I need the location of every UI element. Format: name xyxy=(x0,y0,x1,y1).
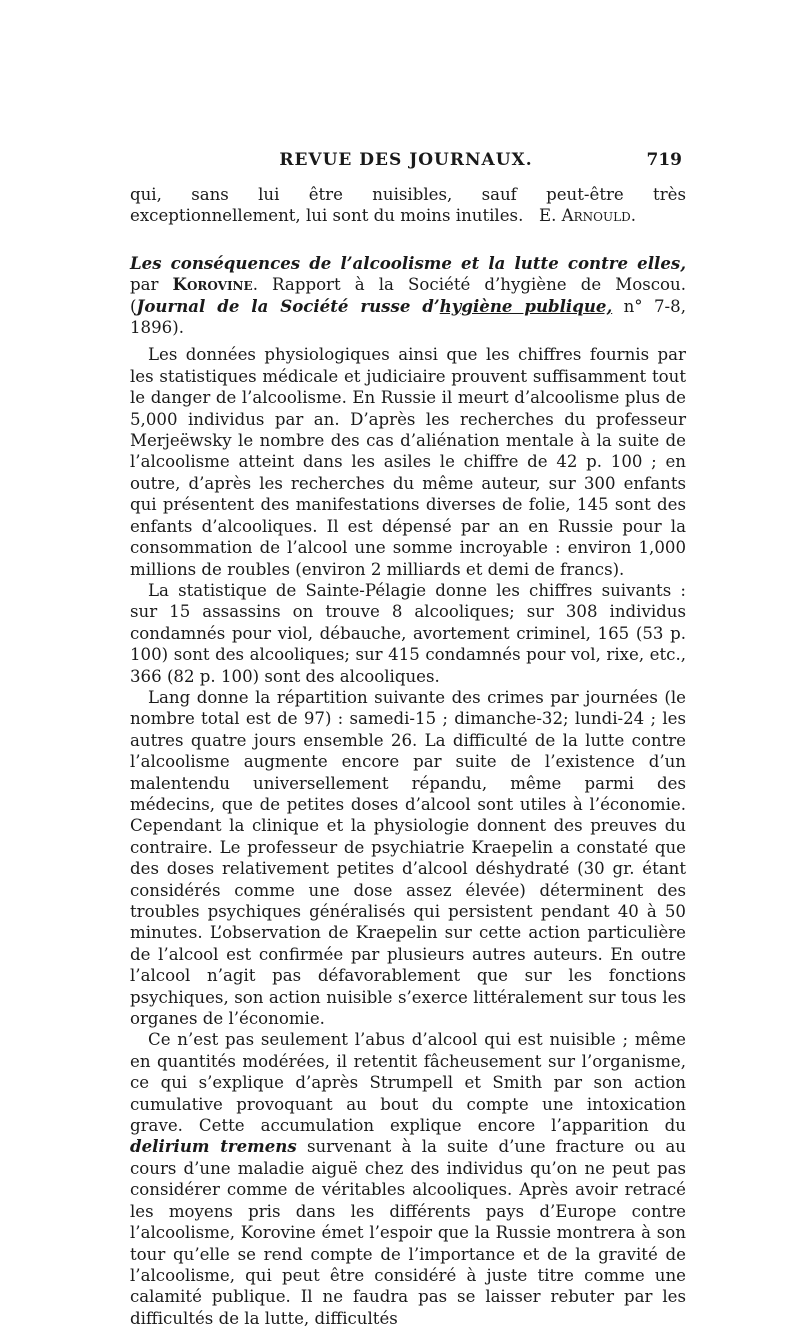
journal-issue: n° 7-8, 1896). xyxy=(130,296,686,338)
body-paragraph-4 xyxy=(130,1029,686,1329)
paragraph-4-text-b: survenant à la suite d’une fracture ou au cours d’une maladie aiguë chez des individus qu’on ne peut pas considérer comme de véritables alcooliques. Après avoir retracé les moyens pris dans les différents pays d’Europe contre l’alcoolisme, Korovine émet l’espoir que la Russie montrera à son tour qu’elle se rend compte de l’importance et de la gravité de l’alcoolisme, qui peut être considéré à juste titre comme une calamité publique. Il ne faudra pas se laisser rebuter par les difficultés de la lutte, difficultés xyxy=(130,1137,686,1328)
citation-by: par xyxy=(130,275,173,295)
article-author: Korovine xyxy=(172,274,253,295)
opening-text: qui, sans lui être nuisibles, sauf peut-être très exceptionnellement, lui sont du moins inutiles. xyxy=(130,185,686,226)
body-paragraph-2: La statistique de Sainte-Pélagie donne les chiffres suivants : sur 15 assassins on trouve 8 alcooliques; sur 308 individus condamnés pour viol, débauche, avortement criminel, 165 (53 p. 100) sont des alcooliques; sur 415 condamnés pour vol, rixe, etc., 366 (82 p. 100) sont des alcooliques. xyxy=(130,580,686,686)
page-body xyxy=(130,184,686,1329)
delirium-tremens-term: delirium tremens xyxy=(130,1136,297,1157)
citation-source: . Rapport à la Société d’hygiène de Moscou. ( xyxy=(130,275,686,316)
article-citation xyxy=(130,253,686,339)
article-title: Les conséquences de l’alcoolisme et la lutte contre elles, xyxy=(130,252,686,273)
signature: E. Arnould. xyxy=(539,206,636,226)
body-paragraph-3: Lang donne la répartition suivante des crimes par journées (le nombre total est de 97) : samedi-15 ; dimanche-32; lundi-24 ; les autres quatre jours ensemble 26. La difficulté de la lutte contre l’alcoolisme augmente encore par suite de l’existence d’un malentendu universellement répandu, même parmi des médecins, que de petites doses d’alcool sont utiles à l’économie. Cependant la clinique et la physiologie donnent des preuves du contraire. Le professeur de psychiatrie Kraepelin a constaté que des doses relativement petites d’alcool déshydraté (30 gr. étant considérés comme une dose assez élevée) déterminent des troubles psychiques généralisés qui persistent pendant 40 à 50 minutes. L’observation de Kraepelin sur cette action particulière de l’alcool est confirmée par plusieurs autres auteurs. En outre l’alcool n’agit pas défavorablement que sur les fonctions psychiques, son action nuisible s’exerce littéralement sur tous les organes de l’économie. xyxy=(130,687,686,1029)
journal-title: Journal de la Société russe d’ xyxy=(136,295,440,316)
journal-title-part2: hygiène publique, xyxy=(439,295,613,316)
running-title: REVUE DES JOURNAUX. xyxy=(279,150,533,170)
body-paragraph-1: Les données physiologiques ainsi que les chiffres fournis par les statistiques médicale et judiciaire prouvent suffisamment tout le danger de l’alcoolisme. En Russie il meurt d’alcoolisme plus de 5,000 individus par an. D’après les recherches du professeur Merjeëwsky le nombre des cas d’aliénation mentale à la suite de l’alcoolisme atteint dans les asiles le chiffre de 42 p. 100 ; en outre, d’après les recherches du même auteur, sur 300 enfants qui présentent des manifestations diverses de folie, 145 sont des enfants d’alcooliques. Il est dépensé par an en Russie pour la consommation de l’alcool une somme incroyable : environ 1,000 millions de roubles (environ 2 milliards et demi de francs). xyxy=(130,345,686,579)
page-number: 719 xyxy=(646,150,682,170)
opening-paragraph xyxy=(130,184,686,227)
paragraph-4-text-a: Ce n’est pas seulement l’abus d’alcool qui est nuisible ; même en quantités modérées, il retentit fâcheusement sur l’organisme, ce qui s’explique d’après Strumpell et Smith par son action cumulative provoquant au bout du compte une intoxication grave. Cette accumulation explique encore l’apparition du xyxy=(130,1030,686,1136)
page-header xyxy=(130,150,682,174)
